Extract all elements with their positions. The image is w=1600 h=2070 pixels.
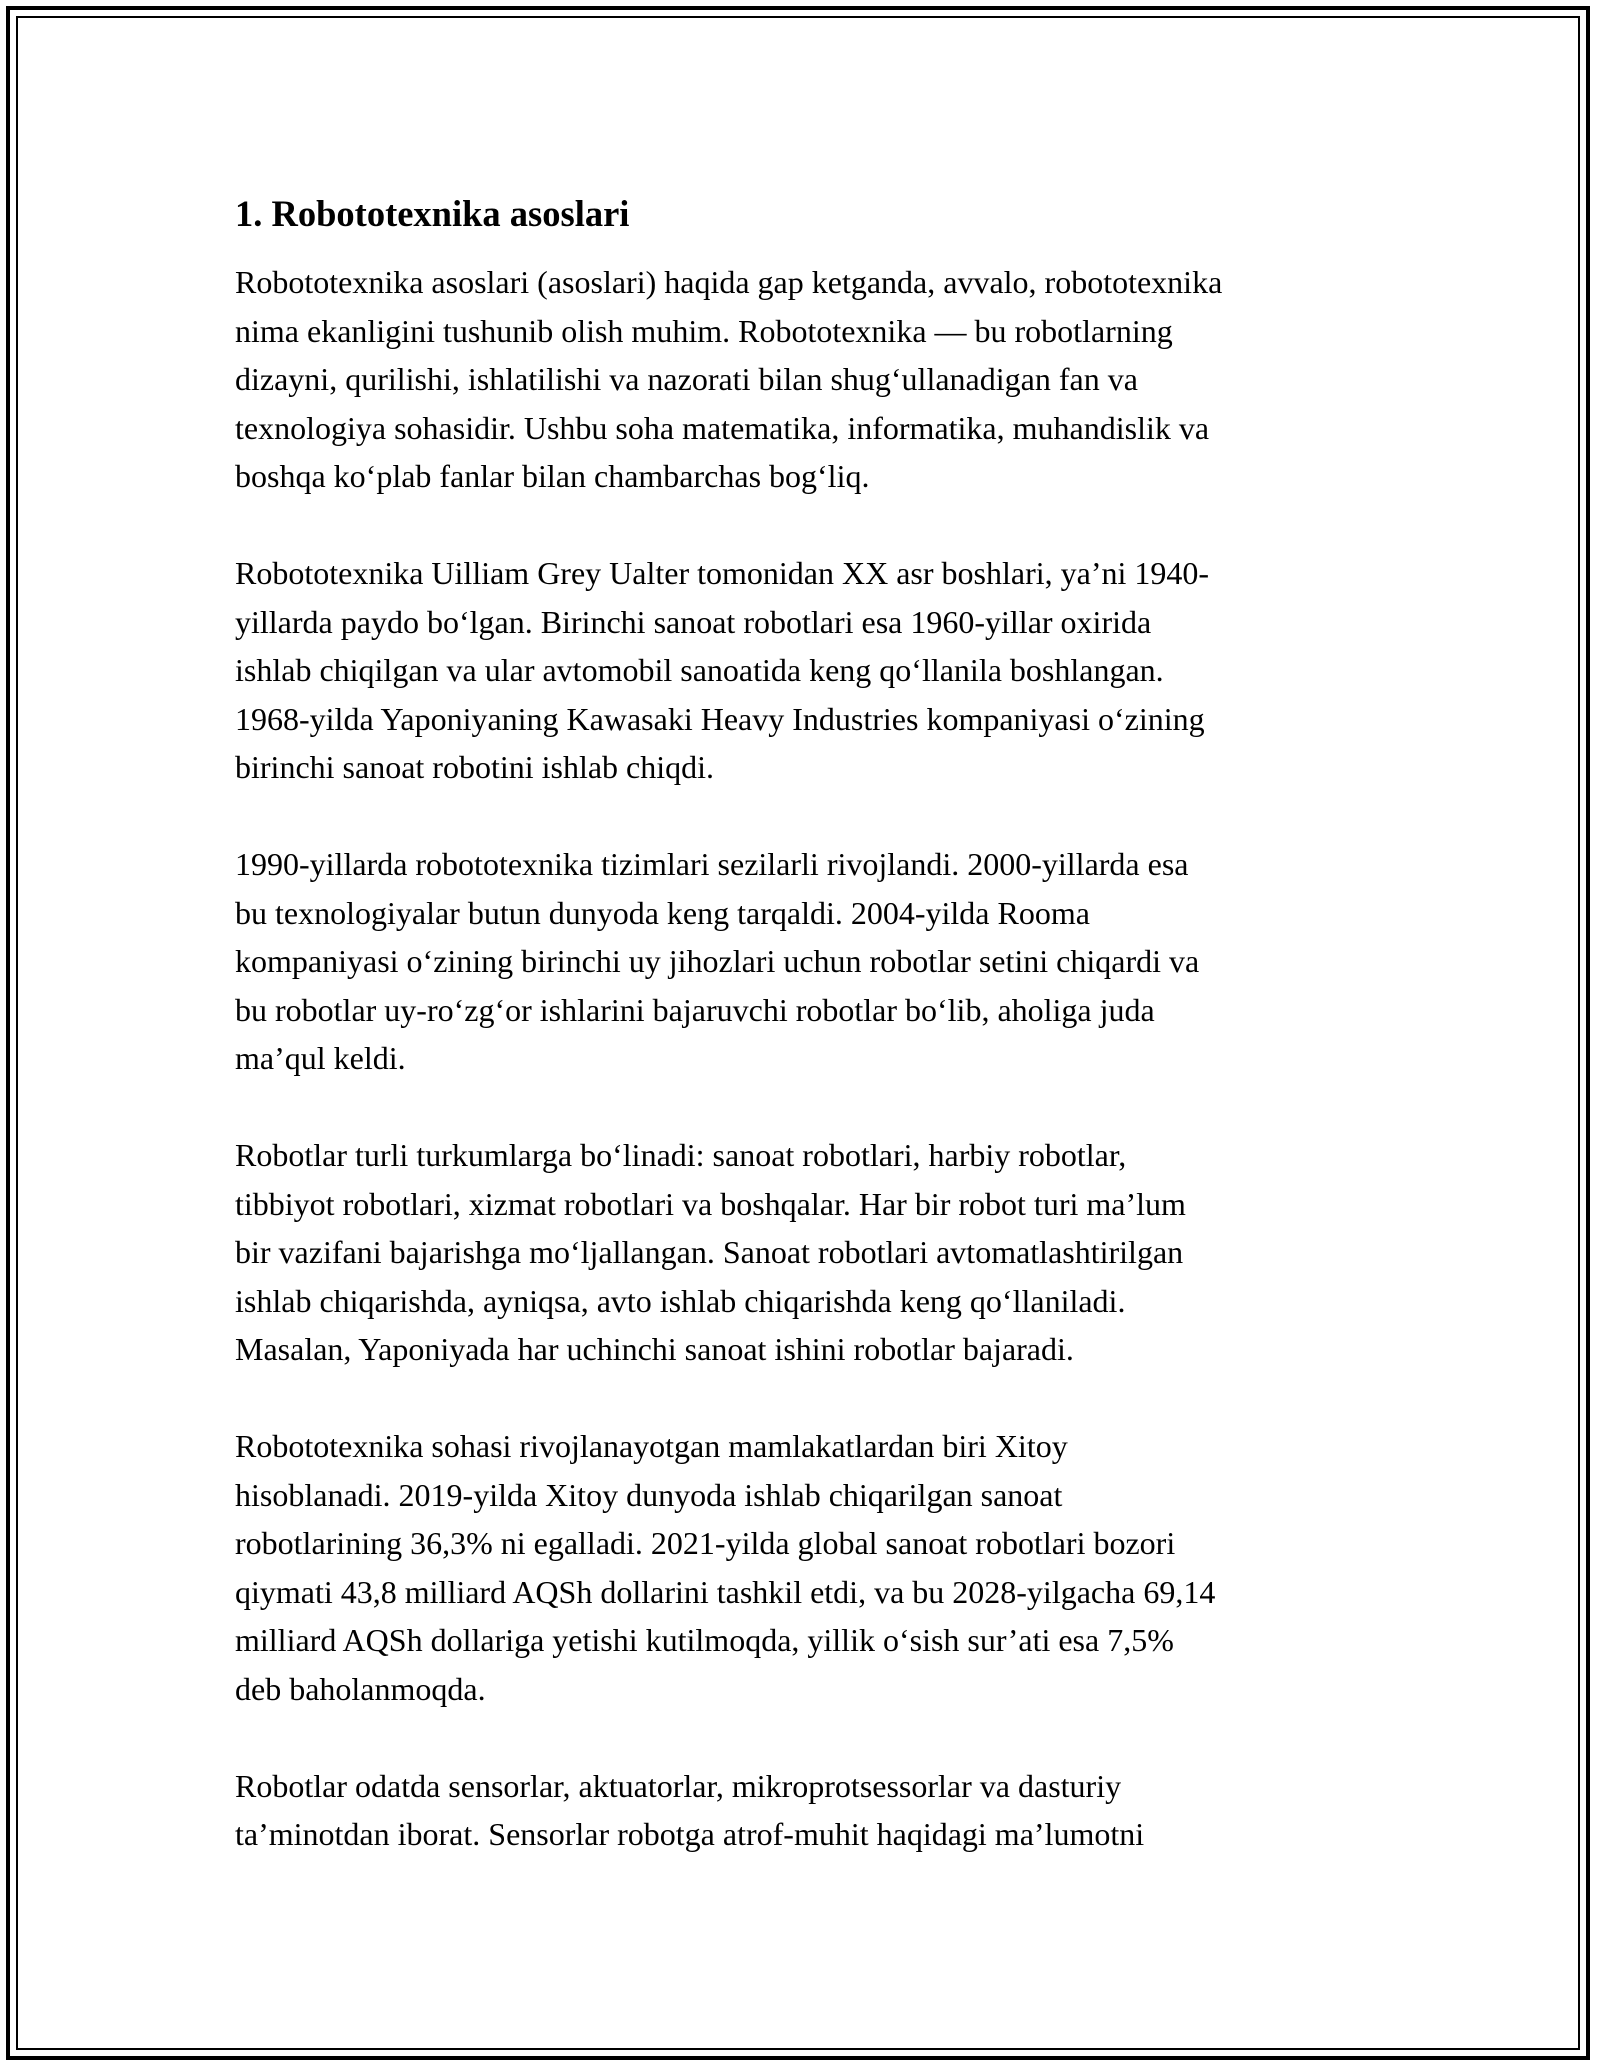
text-line: ishlab chiqilgan va ular avtomobil sanoatida keng qo‘llanila boshlangan.	[235, 652, 1164, 688]
text-line: milliard AQSh dollariga yetishi kutilmoqda, yillik o‘sish sur’ati esa 7,5%	[235, 1622, 1174, 1658]
paragraph-1	[235, 258, 1375, 501]
text-line: kompaniyasi o‘zining birinchi uy jihozlari uchun robotlar setini chiqardi va	[235, 943, 1200, 979]
text-line: 1968-yilda Yaponiyaning Kawasaki Heavy Industries kompaniyasi o‘zining	[235, 700, 1205, 737]
text-line: Robototexnika asoslari (asoslari) haqida gap ketganda, avvalo, robototexnika	[235, 264, 1223, 300]
text-line: ishlab chiqarishda, ayniqsa, avto ishlab chiqarishda keng qo‘llaniladi.	[235, 1282, 1126, 1319]
text-line: Robototexnika Uilliam Grey Ualter tomonidan XX asr boshlari, ya’ni 1940-	[235, 555, 1210, 591]
text-line: dizayni, qurilishi, ishlatilishi va nazorati bilan shug‘ullanadigan fan va	[235, 361, 1138, 397]
text-line: Robotlar turli turkumlarga bo‘linadi: sanoat robotlari, harbiy robotlar,	[235, 1137, 1127, 1173]
text-line: Masalan, Yaponiyada har uchinchi sanoat ishini robotlar bajaradi.	[235, 1331, 1074, 1367]
text-line: deb baholanmoqda.	[235, 1670, 486, 1707]
text-line: texnologiya sohasidir. Ushbu soha matematika, informatika, muhandislik va	[235, 409, 1210, 446]
text-line: Robototexnika sohasi rivojlanayotgan mamlakatlardan biri Xitoy	[235, 1428, 1068, 1464]
text-line: hisoblanadi. 2019-yilda Xitoy dunyoda ishlab chiqarilgan sanoat	[235, 1476, 1063, 1513]
text-line: tibbiyot robotlari, xizmat robotlari va boshqalar. Har bir robot turi ma’lum	[235, 1185, 1186, 1222]
text-line: robotlarining 36,3% ni egalladi. 2021-yilda global sanoat robotlari bozori	[235, 1525, 1176, 1561]
paragraph-2	[235, 549, 1375, 792]
text-line: nima ekanligini tushunib olish muhim. Robototexnika — bu robotlarning	[235, 312, 1173, 349]
text-line: bu texnologiyalar butun dunyoda keng tarqaldi. 2004-yilda Rooma	[235, 894, 1090, 931]
text-line: bir vazifani bajarishga mo‘ljallangan. Sanoat robotlari avtomatlashtirilgan	[235, 1234, 1184, 1270]
paragraph-4	[235, 1131, 1375, 1374]
text-line: qiymati 43,8 milliard AQSh dollarini tashkil etdi, va bu 2028-yilgacha 69,14	[235, 1573, 1216, 1610]
text-line: yillarda paydo bo‘lgan. Birinchi sanoat robotlari esa 1960-yillar oxirida	[235, 603, 1152, 640]
text-line: birinchi sanoat robotini ishlab chiqdi.	[235, 749, 715, 785]
text-line: 1990-yillarda robototexnika tizimlari sezilarli rivojlandi. 2000-yillarda esa	[235, 846, 1189, 882]
text-line: boshqa ko‘plab fanlar bilan chambarchas bog‘liq.	[235, 458, 870, 494]
paragraph-6	[235, 1762, 1375, 1859]
document-content	[235, 188, 1375, 1907]
text-line: Robotlar odatda sensorlar, aktuatorlar, mikroprotsessorlar va dasturiy	[235, 1767, 1122, 1804]
paragraph-3	[235, 840, 1375, 1083]
section-heading: 1. Robototexnika asoslari	[235, 193, 630, 234]
paragraph-5	[235, 1422, 1375, 1713]
text-line: ma’qul keldi.	[235, 1040, 406, 1076]
text-line: ta’minotdan iborat. Sensorlar robotga atrof-muhit haqidagi ma’lumotni	[235, 1816, 1145, 1852]
text-line: bu robotlar uy-ro‘zg‘or ishlarini bajaruvchi robotlar bo‘lib, aholiga juda	[235, 991, 1155, 1028]
